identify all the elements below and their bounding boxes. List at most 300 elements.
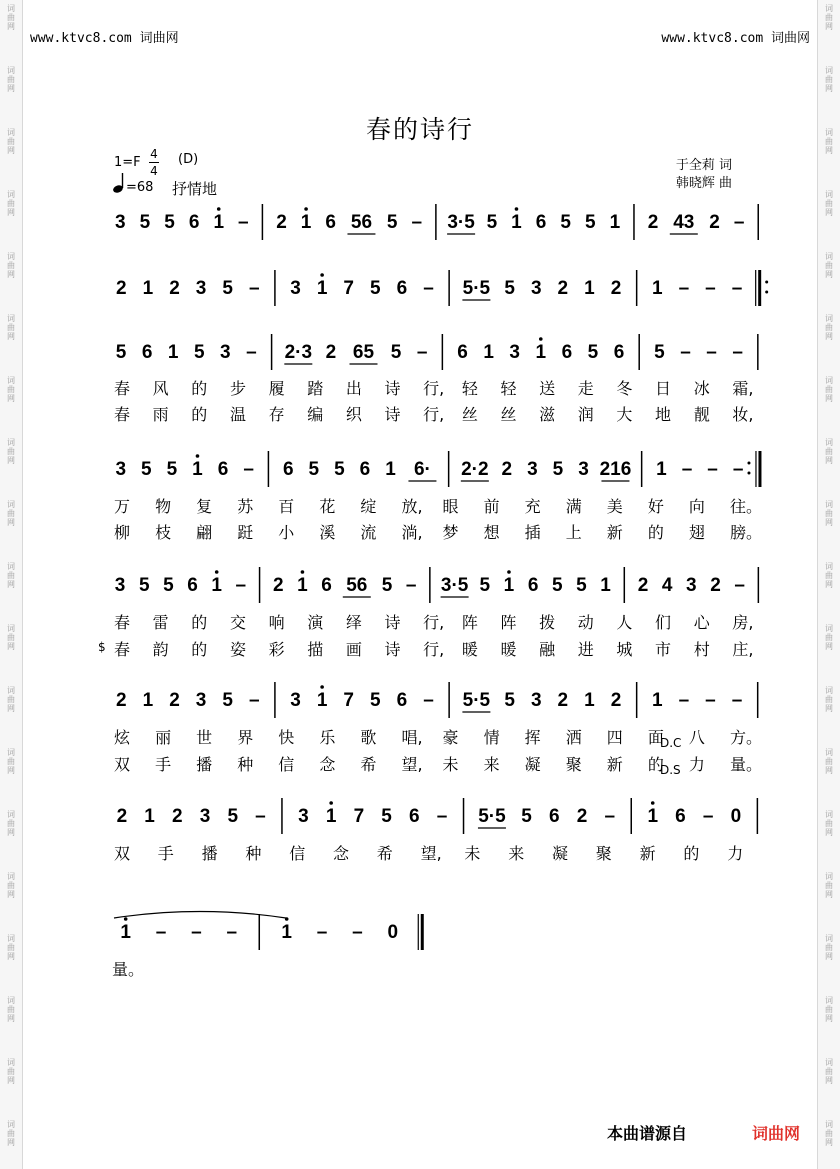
octave-dot	[304, 207, 308, 211]
lyric-syllable: 炫	[114, 728, 131, 747]
score-note: 1	[651, 278, 663, 299]
score-note: –	[733, 212, 745, 233]
score-note: 6·	[413, 459, 431, 480]
lyric-syllable: 村	[693, 640, 710, 659]
score-note: –	[705, 278, 716, 299]
score-note: 5	[521, 806, 532, 827]
score-note: –	[604, 806, 616, 827]
score-note: –	[255, 806, 266, 827]
score-note: 5	[193, 342, 205, 363]
score-note: 3	[530, 690, 542, 711]
side-watermark-text: 词 曲 网	[7, 872, 15, 899]
lyric-syllable: 们	[655, 613, 672, 632]
score-note: 5	[654, 342, 665, 363]
side-watermark-text: 词 曲 网	[7, 128, 15, 155]
score-note: 5	[551, 575, 563, 596]
score-note: 5	[552, 459, 564, 480]
score-note: 6	[325, 212, 336, 233]
ds-mark: D.S	[660, 763, 681, 777]
lyric-syllable: 翩	[196, 523, 213, 542]
lyric-syllable: 冰	[693, 379, 710, 398]
lyric-syllable: 信	[278, 755, 295, 774]
side-watermark-text: 词 曲 网	[825, 66, 833, 93]
lyric-syllable: 量。	[729, 755, 762, 774]
lyric-syllable: 八	[688, 728, 705, 747]
score-note: 4	[661, 575, 673, 596]
lyric-syllable: 轻	[461, 379, 478, 398]
score-note: –	[238, 212, 249, 233]
score-note: 5	[576, 575, 587, 596]
score-note: –	[680, 342, 691, 363]
lyric-syllable: 歌	[360, 728, 377, 747]
score-note: –	[707, 459, 718, 480]
lyric-syllable: 行,	[423, 405, 445, 424]
side-watermark-text: 词 曲 网	[7, 314, 15, 341]
lyric-syllable: 希	[360, 755, 377, 774]
octave-dot	[320, 273, 324, 277]
lyric-syllable: 未	[464, 844, 481, 863]
lyric-syllable: 豪	[442, 728, 459, 747]
score-note: –	[678, 690, 690, 711]
score-note: 1	[651, 690, 663, 711]
lyric-syllable: 膀。	[729, 523, 762, 542]
lyric-syllable: 新	[606, 523, 623, 542]
lyric-syllable: 地	[655, 405, 672, 424]
score-note: 65	[352, 342, 375, 363]
score-note: 2	[557, 690, 569, 711]
key-signature: 1=F	[114, 155, 141, 170]
lyric-syllable: 履	[268, 379, 285, 398]
lyric-syllable: 翅	[688, 523, 705, 542]
score-note: 1	[144, 806, 155, 827]
lyric-syllable: 人	[616, 613, 633, 632]
octave-dot	[320, 685, 324, 689]
score-note: 2	[272, 575, 284, 596]
score-note: –	[155, 922, 167, 943]
score-note: 1	[316, 690, 328, 711]
lyric-syllable: 方。	[729, 728, 762, 747]
score-note: –	[352, 922, 363, 943]
score-note: 6	[675, 806, 686, 827]
footer-brand-link[interactable]: 词曲网	[752, 1124, 801, 1143]
score-note: 1	[120, 922, 131, 943]
score-note: 5	[587, 342, 599, 363]
score-note: 2	[637, 575, 649, 596]
side-watermark-text: 词 曲 网	[825, 1058, 833, 1085]
lyric-syllable: 界	[237, 728, 254, 747]
side-watermark-text: 词 曲 网	[825, 872, 833, 899]
score-note: –	[734, 575, 745, 596]
score-note: 3	[114, 575, 126, 596]
score-note: 3	[220, 342, 231, 363]
score-note: 1	[600, 575, 611, 596]
lyric-syllable: 手	[155, 755, 172, 774]
score-note: 6	[535, 212, 547, 233]
score-note: 0	[387, 922, 399, 943]
score-note: 1	[297, 575, 308, 596]
lyric-syllable: 诗	[384, 613, 401, 632]
lyric-syllable: 房,	[732, 613, 754, 632]
lyric-syllable: 风	[152, 379, 169, 398]
lyric-syllable: 百	[278, 497, 295, 516]
lyric-syllable: 诗	[384, 379, 401, 398]
score-note: 3	[686, 575, 697, 596]
score-note: –	[423, 278, 434, 299]
lyric-syllable: 出	[345, 379, 362, 398]
score-note: 5	[138, 575, 150, 596]
lyric-syllable: 暖	[500, 640, 517, 659]
lyric-syllable: 春	[114, 379, 131, 398]
side-watermark-text: 词 曲 网	[825, 128, 833, 155]
score-note: 56	[350, 212, 373, 233]
lyric-syllable: 世	[196, 728, 213, 747]
score-note: 5	[308, 459, 320, 480]
lyric-syllable: 庄,	[732, 640, 754, 659]
score-note: 3	[298, 806, 309, 827]
lyric-syllable: 充	[524, 497, 541, 516]
score-note: 5	[386, 212, 398, 233]
lyric-syllable: 播	[201, 844, 218, 863]
score-note: 6	[396, 278, 408, 299]
score-note: 5	[479, 575, 491, 596]
lyric-syllable: 诗	[384, 640, 401, 659]
lyric-syllable: 雷	[152, 613, 169, 632]
score-note: 3	[195, 690, 207, 711]
header-url-right[interactable]: www.ktvc8.com 词曲网	[661, 31, 810, 46]
side-watermark-text: 词 曲 网	[825, 252, 833, 279]
score-note: 2	[610, 690, 622, 711]
score-note: 5	[141, 459, 152, 480]
score-note: 5·5	[478, 806, 506, 827]
score-note: 5·5	[462, 278, 491, 299]
lyric-syllable: 溪	[319, 523, 336, 542]
score-note: –	[705, 690, 716, 711]
lyric-syllable: 新	[606, 755, 623, 774]
lyric-syllable: 来	[508, 844, 525, 863]
score-note: 1	[647, 806, 659, 827]
score-note: 5	[139, 212, 151, 233]
side-watermark-text: 词 曲 网	[825, 996, 833, 1023]
expression-marking: 抒情地	[172, 180, 218, 198]
lyric-syllable: 小	[278, 523, 295, 542]
score-note: 5	[504, 278, 515, 299]
octave-dot	[215, 570, 219, 574]
lyric-syllable: 好	[647, 497, 664, 516]
footer-source-label: 本曲谱源自	[607, 1124, 688, 1143]
side-watermark-text: 词 曲 网	[825, 190, 833, 217]
score-note: 1	[511, 212, 522, 233]
side-watermark-text: 词 曲 网	[7, 252, 15, 279]
score-note: 7	[343, 278, 355, 299]
score-note: 3	[195, 278, 207, 299]
lyric-syllable: 滋	[539, 405, 556, 424]
score-note: 5	[334, 459, 345, 480]
side-watermark-text: 词 曲 网	[7, 66, 15, 93]
lyricist-credit: 于全莉 词	[675, 158, 732, 173]
segno-mark: $	[98, 640, 106, 654]
lyric-syllable: 流	[360, 523, 377, 542]
lyric-syllable: 演	[307, 613, 324, 632]
score-note: 3·5	[440, 575, 469, 596]
lyric-syllable: 拨	[539, 613, 556, 632]
score-note: –	[423, 690, 434, 711]
score-note: 1	[503, 575, 515, 596]
score-note: 3	[530, 278, 542, 299]
side-watermark-text: 词 曲 网	[7, 934, 15, 961]
score-note: 1	[281, 922, 292, 943]
score-note: –	[731, 690, 743, 711]
score-note: 1	[142, 690, 154, 711]
side-watermark-text: 词 曲 网	[825, 4, 833, 31]
score-note: 216	[599, 459, 632, 480]
lyric-syllable: 播	[196, 755, 213, 774]
score-note: 3	[115, 212, 126, 233]
score-note: –	[243, 459, 254, 480]
side-watermark-text: 词 曲 网	[7, 686, 15, 713]
lyric-syllable: 种	[237, 755, 254, 774]
octave-dot	[124, 917, 128, 921]
lyric-syllable: 信	[289, 844, 306, 863]
score-note: 3	[527, 459, 538, 480]
score-note: –	[411, 212, 423, 233]
octave-dot	[515, 207, 519, 211]
header-url-left[interactable]: www.ktvc8.com 词曲网	[30, 31, 179, 46]
lyric-syllable: 交	[229, 613, 246, 632]
lyric-syllable: 存	[268, 405, 285, 424]
score-note: 2	[710, 575, 721, 596]
repeat-dot	[765, 281, 768, 284]
score-note: –	[316, 922, 328, 943]
score-note: 0	[730, 806, 742, 827]
lyric-syllable: 来	[483, 755, 500, 774]
lyric-syllable: 暖	[461, 640, 478, 659]
score-note: –	[249, 690, 260, 711]
score-note: –	[678, 278, 690, 299]
lyric-syllable: 韵	[152, 640, 169, 659]
score-note: 1	[211, 575, 222, 596]
score-note: 2	[116, 690, 127, 711]
score-note: 2	[276, 212, 287, 233]
side-watermark-text: 词 曲 网	[7, 500, 15, 527]
score-note: –	[416, 342, 428, 363]
lyric-syllable: 上	[565, 523, 582, 542]
score-note: –	[235, 575, 247, 596]
side-watermark-text: 词 曲 网	[7, 438, 15, 465]
lyric-syllable: 绎	[345, 613, 362, 632]
side-watermark-text: 词 曲 网	[825, 314, 833, 341]
score-note: –	[681, 459, 693, 480]
side-watermark-text: 词 曲 网	[825, 500, 833, 527]
score-note: 6	[561, 342, 573, 363]
score-note: –	[191, 922, 202, 943]
time-sig-bottom: 4	[150, 164, 158, 178]
score-note: 1	[316, 278, 328, 299]
lyric-syllable: 美	[606, 497, 623, 516]
score-note: 6	[188, 212, 200, 233]
lyric-syllable: 快	[278, 728, 295, 747]
lyric-syllable: 情	[483, 728, 500, 747]
lyric-syllable: 春	[114, 613, 131, 632]
side-watermark-text: 词 曲 网	[825, 810, 833, 837]
score-note: 56	[346, 575, 368, 596]
score-note: 6	[321, 575, 332, 596]
score-note: 7	[343, 690, 355, 711]
lyric-syllable: 行,	[423, 379, 445, 398]
score-note: 1	[192, 459, 203, 480]
lyric-syllable: 的	[683, 844, 700, 863]
lyric-syllable: 春	[114, 640, 131, 659]
lyric-syllable: 洒	[565, 728, 582, 747]
score-note: 2	[709, 212, 720, 233]
lyric-syllable: 的	[191, 405, 208, 424]
lyric-syllable: 念	[333, 844, 350, 863]
score-note: 2	[325, 342, 337, 363]
lyric-syllable: 大	[616, 405, 633, 424]
lyric-syllable: 行,	[423, 613, 445, 632]
side-watermark-text: 词 曲 网	[825, 686, 833, 713]
lyric-syllable: 放,	[401, 497, 423, 516]
score-note: 3	[290, 690, 301, 711]
score-note: 1	[325, 806, 337, 827]
score-note: 5	[227, 806, 239, 827]
lyric-syllable: 丝	[461, 405, 478, 424]
score-note: 2	[647, 212, 659, 233]
lyric-syllable: 阵	[461, 613, 478, 632]
lyric-syllable: 淌,	[401, 523, 423, 542]
score-note: 3·5	[447, 212, 475, 233]
score-note: 2·2	[461, 459, 489, 480]
lyric-syllable: 动	[577, 613, 594, 632]
lyric-syllable: 面	[647, 728, 664, 747]
lyric-syllable: 满	[565, 497, 582, 516]
score-note: 1	[300, 212, 312, 233]
score-note: 2	[116, 806, 128, 827]
score-note: 5	[222, 690, 233, 711]
score-note: 1	[584, 690, 595, 711]
score-note: 6	[187, 575, 198, 596]
lyric-syllable: 日	[655, 379, 672, 398]
lyric-syllable: 聚	[595, 844, 612, 863]
octave-dot	[539, 337, 543, 341]
lyric-syllable: 挥	[524, 728, 541, 747]
lyric-syllable: 冬	[616, 379, 633, 398]
octave-dot	[329, 801, 333, 805]
lyric-syllable: 柳	[114, 523, 131, 542]
score-note: 1	[609, 212, 621, 233]
score-note: 1	[483, 342, 494, 363]
lyric-syllable: 花	[319, 497, 336, 516]
lyric-syllable: 进	[577, 640, 594, 659]
side-watermark-text: 词 曲 网	[7, 1058, 15, 1085]
score-note: 1	[142, 278, 154, 299]
score-note: 1	[385, 459, 396, 480]
score-note: 5	[381, 575, 393, 596]
score-note: 3	[290, 278, 301, 299]
score-note: –	[731, 278, 743, 299]
octave-dot	[507, 570, 511, 574]
lyric-syllable: 凝	[524, 755, 541, 774]
lyric-syllable: 靓	[693, 405, 710, 424]
repeat-dot	[747, 462, 750, 465]
repeat-dot	[747, 472, 750, 475]
score-note: 2	[169, 690, 180, 711]
score-note: 5	[370, 690, 381, 711]
score-note: –	[702, 806, 714, 827]
lyric-syllable: 四	[606, 728, 623, 747]
lyric-syllable: 聚	[565, 755, 582, 774]
score-note: 3	[578, 459, 589, 480]
lyric-syllable: 种	[245, 844, 262, 863]
side-watermark-text: 词 曲 网	[7, 996, 15, 1023]
lyric-syllable: 向	[688, 497, 705, 516]
lyric-syllable: 彩	[268, 640, 285, 659]
time-sig-top: 4	[150, 147, 158, 161]
side-watermark-text: 词 曲 网	[825, 748, 833, 775]
lyric-syllable: 想	[483, 523, 500, 542]
score-note: 2	[610, 278, 622, 299]
lyric-syllable: 插	[524, 523, 541, 542]
side-watermark-text: 词 曲 网	[825, 934, 833, 961]
score-note: 5	[115, 342, 127, 363]
lyric-syllable: 阵	[500, 613, 517, 632]
octave-dot	[301, 570, 305, 574]
score-note: 3	[509, 342, 521, 363]
lyric-syllable: 的	[647, 523, 664, 542]
lyric-syllable: 融	[539, 640, 556, 659]
score-note: 43	[673, 212, 695, 233]
lyric-syllable: 霜,	[732, 379, 754, 398]
score-note: –	[706, 342, 717, 363]
lyric-syllable: 步	[229, 379, 246, 398]
lyric-syllable: 润	[577, 405, 594, 424]
score-note: 5·5	[462, 690, 491, 711]
side-watermark-text: 词 曲 网	[7, 562, 15, 589]
lyric-syllable: 妆,	[732, 405, 754, 424]
lyric-syllable: 望,	[401, 755, 423, 774]
lyric-syllable: 描	[307, 640, 324, 659]
lyric-syllable: 雨	[152, 405, 169, 424]
score-note: 5	[486, 212, 498, 233]
lyric-syllable: 复	[196, 497, 213, 516]
score-note: –	[226, 922, 238, 943]
lyric-syllable: 枝	[155, 523, 172, 542]
lyric-syllable: 心	[693, 613, 710, 632]
side-watermark-text: 词 曲 网	[7, 4, 15, 31]
score-note: 6	[409, 806, 420, 827]
score-note: 2·3	[284, 342, 313, 363]
score-note: –	[405, 575, 417, 596]
tempo-marking: =68	[126, 180, 154, 195]
octave-dot	[217, 207, 221, 211]
score-note: 6	[457, 342, 468, 363]
lyric-syllable: 的	[191, 613, 208, 632]
score-note: 1	[656, 459, 667, 480]
side-watermark-text: 词 曲 网	[825, 376, 833, 403]
lyric-syllable: 双	[114, 844, 131, 863]
score-note: 6	[613, 342, 625, 363]
score-note: 2	[576, 806, 588, 827]
lyric-syllable: 乐	[319, 728, 336, 747]
score-note: –	[436, 806, 448, 827]
lyric-syllable: 春	[114, 405, 131, 424]
lyric-syllable: 望,	[420, 844, 442, 863]
score-note: 2	[169, 278, 180, 299]
lyric-syllable: 走	[577, 379, 594, 398]
score-note: 6	[359, 459, 371, 480]
lyric-syllable: 响	[268, 613, 285, 632]
lyric-syllable: 希	[376, 844, 393, 863]
score-note: 5	[163, 575, 174, 596]
